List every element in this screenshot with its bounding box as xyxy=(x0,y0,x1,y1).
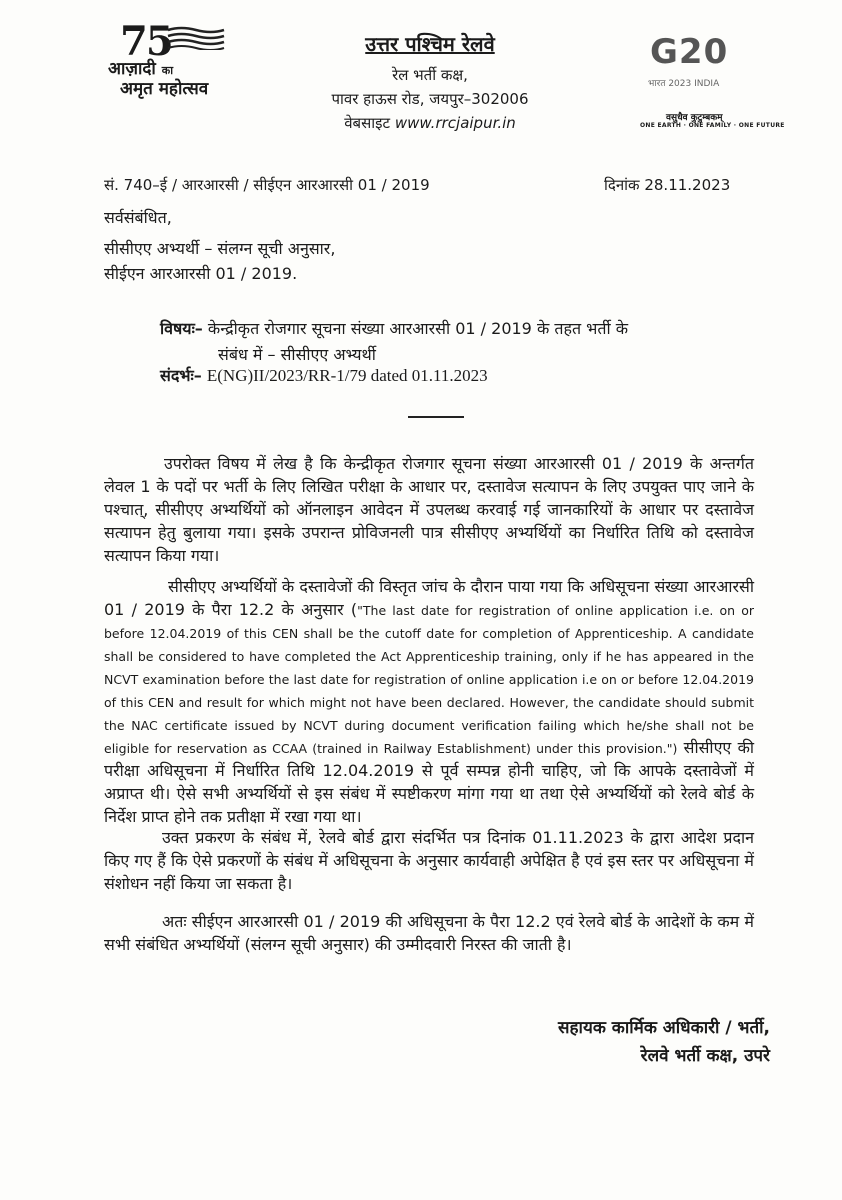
logo-75-number: 75 xyxy=(120,18,172,65)
reference-block xyxy=(160,364,488,386)
g20-hindi-motto: वसुधैव कुटुम्बकम् xyxy=(666,113,723,123)
divider-line xyxy=(408,416,464,418)
subject-block xyxy=(160,316,720,368)
office-title: उत्तर पश्चिम रेलवे xyxy=(365,32,495,56)
paragraph-2 xyxy=(104,575,754,828)
reference-text: E(NG)II/2023/RR-1/79 dated 01.11.2023 xyxy=(206,366,488,385)
subject-label: विषयः– xyxy=(160,319,203,338)
paragraph-2-end: सीसीएए की परीक्षा अधिसूचना में निर्धारित तिथि 12.04.2019 से पूर्व सम्पन्न होनी चाहिए, जो कि आपके दस्तावेजों में अप्राप्त थी। ऐसे सभी अभ्यर्थियों से इस संबंध में स्पष्टीकरण मांगा गया था तथा ऐसे अभ्यर्थियों को रेलवे बोर्ड के निर्देश प्राप्त होने तक प्रतीक्षा में रखा गया था। xyxy=(104,738,754,826)
letter-number: सं. 740–ई / आरआरसी / सीईएन आरआरसी 01 / 2019 xyxy=(104,176,430,194)
address-line-3: सीईएन आरआरसी 01 / 2019. xyxy=(104,264,298,283)
flag-waves-icon xyxy=(166,26,226,50)
logo-ka-text: का xyxy=(161,64,174,77)
website-link[interactable]: www.rrcjaipur.in xyxy=(394,114,516,132)
office-website-line xyxy=(300,113,560,133)
signature-office: रेलवे भर्ती कक्ष, उपरे xyxy=(640,1046,770,1066)
address-line-2: सीसीएए अभ्यर्थी – संलग्न सूची अनुसार, xyxy=(104,239,336,258)
subject-line-1: केन्द्रीकृत रोजगार सूचना संख्या आरआरसी 01 / 2019 के तहत भर्ती के xyxy=(207,319,629,338)
reference-label: संदर्भः– xyxy=(160,366,202,385)
paragraph-2-english-quote: "The last date for registration of online application i.e. on or before 12.04.2019 of this CEN shall be the cutoff date for completion of Apprenticeship. A candidate shall be considered to have completed the Act Apprenticeship training, only if he has appeared in the NCVT examination before the last date for registration of online application i.e on or before 12.04.2019 of this CEN and result for which might not have been declared. However, the candidate should submit the NAC certificate issued by NCVT during document verification failing which he/she shall not be eligible for reservation as CCAA (trained in Railway Establishment) under this provision.") xyxy=(104,603,755,756)
signature-block xyxy=(500,1014,770,1070)
office-header xyxy=(300,30,560,133)
signature-designation: सहायक कार्मिक अधिकारी / भर्ती, xyxy=(558,1018,770,1038)
logo-azadi-text: आज़ादी xyxy=(108,59,156,79)
paragraph-2-start: सीसीएए अभ्यर्थियों के दस्तावेजों की विस्तृत जांच के दौरान पाया गया कि अधिसूचना संख्या आरआरसी 01 / 2019 के पैरा 12.2 के अनुसार ( xyxy=(104,577,754,619)
g20-text: G20 xyxy=(650,32,729,72)
office-address: पावर हाऊस रोड, जयपुर–302006 xyxy=(331,90,529,108)
paragraph-1: उपरोक्त विषय में लेख है कि केन्द्रीकृत रोजगार सूचना संख्या आरआरसी 01 / 2019 के अन्तर्गत लेवल 1 के पदों पर भर्ती के लिए लिखित परीक्षा के आधार पर, दस्तावेज सत्यापन के लिए उपयुक्त पाए जाने के पश्चात्, सीसीएए अभ्यर्थियों को ऑनलाइन आवेदन में उपलब्ध करवाई गई जानकारियों के आधार पर दस्तावेज सत्यापन हेतु बुलाया गया। इसके उपरान्त प्रोविजनली पात्र सीसीएए अभ्यर्थियों का निर्धारित तिथि को दस्तावेज सत्यापन किया गया। xyxy=(104,454,754,565)
azadi-ka-amrit-mahotsav-logo xyxy=(108,18,268,98)
website-label: वेबसाइट xyxy=(344,114,391,132)
logo-amrit-mahotsav-text: अमृत महोत्सव xyxy=(120,79,209,99)
paragraph-4: अतः सीईएन आरआरसी 01 / 2019 की अधिसूचना के पैरा 12.2 एवं रेलवे बोर्ड के आदेशों के कम में सभी संबंधित अभ्यर्थियों (संलग्न सूची अनुसार) की उम्मीदवारी निरस्त की जाती है। xyxy=(104,912,754,954)
subject-line-2: संबंध में – सीसीएए अभ्यर्थी xyxy=(218,345,376,364)
g20-logo xyxy=(640,32,785,132)
g20-tagline: ONE EARTH · ONE FAMILY · ONE FUTURE xyxy=(640,122,785,129)
address-line-1: सर्वसंबंधित, xyxy=(104,208,172,227)
paragraph-3: उक्त प्रकरण के संबंध में, रेलवे बोर्ड द्वारा संदर्भित पत्र दिनांक 01.11.2023 के द्वारा आदेश प्रदान किए गए हैं कि ऐसे प्रकरणों के संबंध में अधिसूचना के अनुसार कार्यवाही अपेक्षित है एवं इस स्तर पर अधिसूचना में संशोधन नहीं किया जा सकता है। xyxy=(104,828,754,893)
office-line-1: रेल भर्ती कक्ष, xyxy=(392,66,468,84)
letter-date: दिनांक 28.11.2023 xyxy=(604,176,731,194)
g20-subtitle: भारत 2023 INDIA xyxy=(648,79,720,89)
